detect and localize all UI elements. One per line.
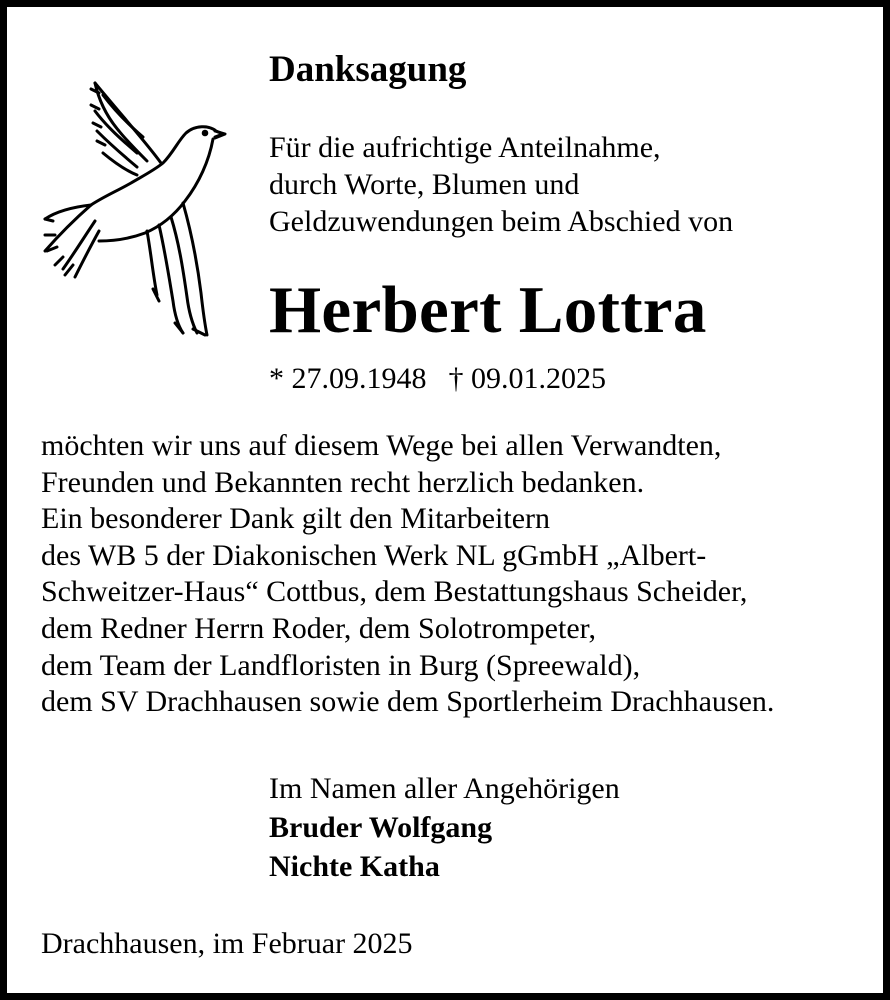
- death-date: † 09.01.2025: [448, 362, 606, 395]
- life-dates: [269, 364, 606, 394]
- signatory: Bruder Wolfgang: [269, 811, 493, 844]
- place-date: Drachhausen, im Februar 2025: [41, 927, 413, 960]
- dove-icon: [33, 71, 233, 341]
- body-line: dem Team der Landfloristen in Burg (Spreewald),: [41, 648, 641, 682]
- signatory: Nichte Katha: [269, 850, 440, 883]
- heading: Danksagung: [269, 49, 467, 90]
- body-line: des WB 5 der Diakonischen Werk NL gGmbH „Albert-: [41, 538, 707, 572]
- body-line: Ein besonderer Dank gilt den Mitarbeitern: [41, 502, 551, 536]
- intro-line: Geldzuwendungen beim Abschied von: [269, 205, 734, 238]
- body-line: dem SV Drachhausen sowie dem Sportlerheim Drachhausen.: [41, 685, 775, 719]
- birth-date: * 27.09.1948: [269, 362, 427, 395]
- closing-line: Im Namen aller Angehörigen: [269, 772, 620, 805]
- intro-line: durch Worte, Blumen und: [269, 168, 580, 201]
- body-line: dem Redner Herrn Roder, dem Solotrompeter,: [41, 611, 596, 645]
- intro-line: Für die aufrichtige Anteilnahme,: [269, 131, 661, 164]
- body-line: möchten wir uns auf diesem Wege bei allen Verwandten,: [41, 429, 722, 462]
- intro-text: [269, 129, 733, 240]
- thanks-text: [41, 428, 774, 721]
- body-line: Freunden und Bekannten recht herzlich bedanken.: [41, 465, 645, 499]
- deceased-name: Herbert Lottra: [269, 273, 707, 347]
- body-line: Schweitzer-Haus“ Cottbus, dem Bestattungshaus Scheider,: [41, 575, 748, 609]
